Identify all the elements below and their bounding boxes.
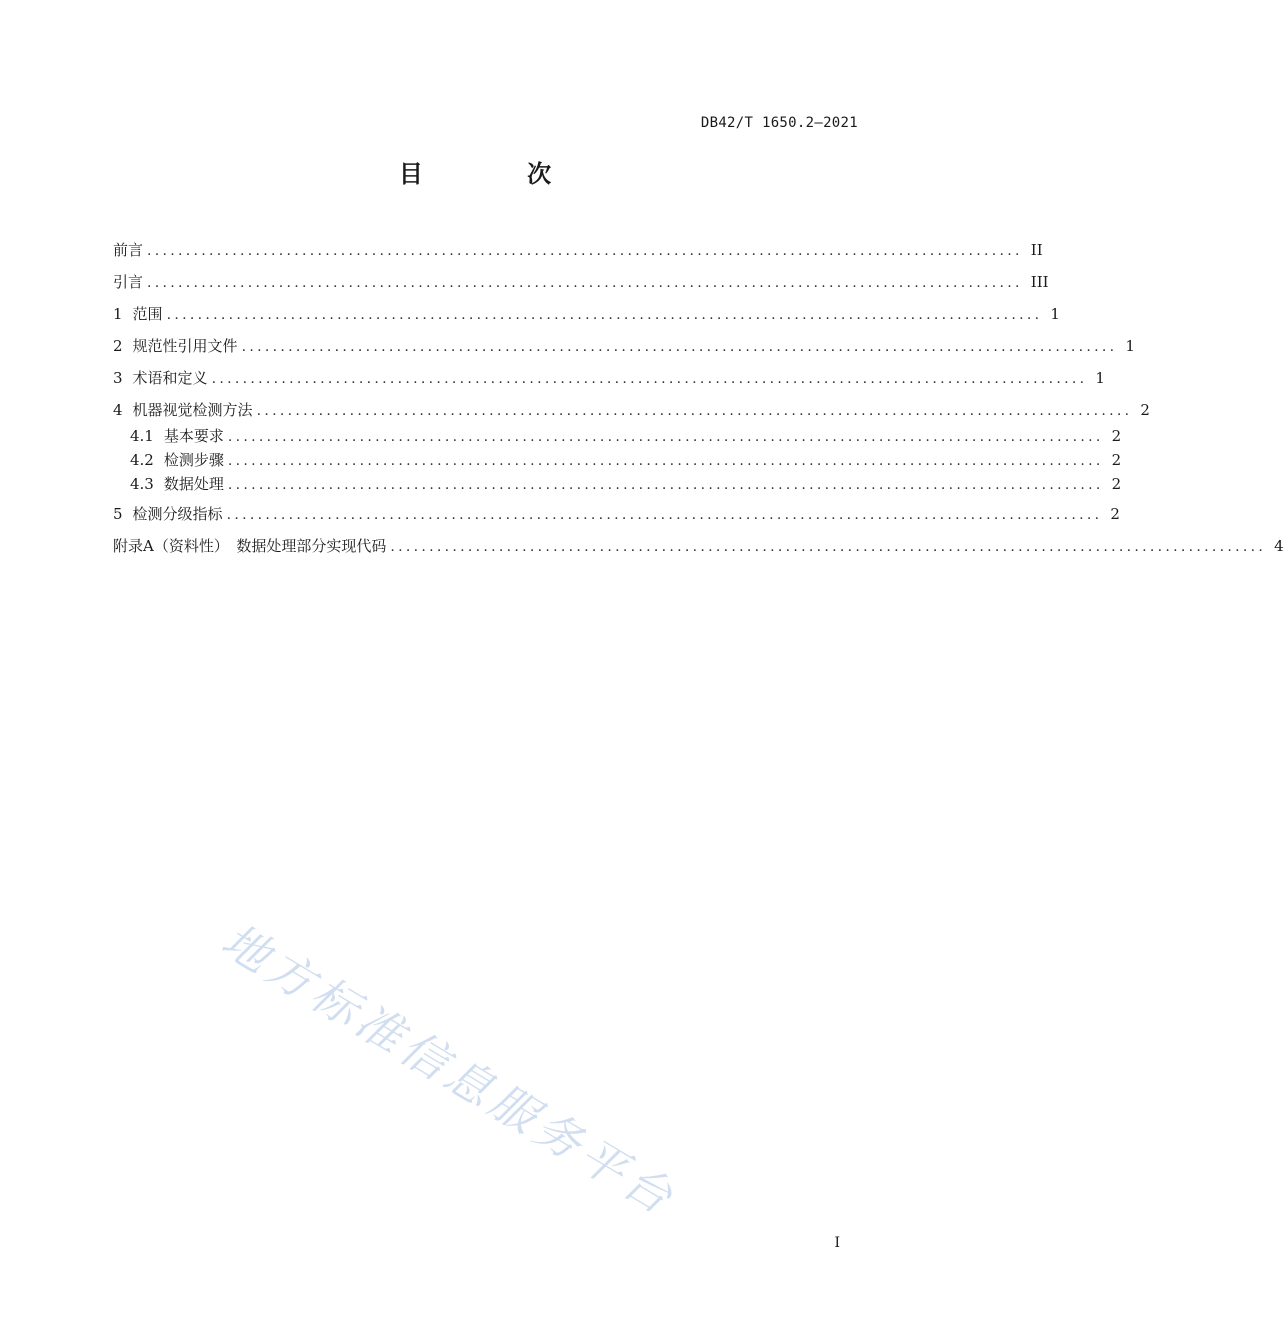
toc-entry-page: 2 (1111, 427, 1122, 445)
toc-entry-label: 范围 (132, 305, 163, 323)
watermark: 地方标准信息服务平台 (212, 912, 687, 1227)
toc-leader-dots: ................................................................................................................. (147, 275, 1023, 291)
toc-entry-5[interactable] (113, 504, 1120, 525)
toc-entry-page: 1 (1095, 369, 1105, 387)
toc-leader-dots: ................................................................................................................. (147, 243, 1023, 259)
document-code: DB42/T 1650.2—2021 (700, 115, 858, 131)
toc-entry-label: 前言 (113, 241, 144, 259)
toc-entry-number: 2 (113, 337, 123, 355)
toc-entry-1[interactable] (113, 304, 1060, 325)
toc-entry-page: 2 (1111, 451, 1122, 469)
toc-entry-label: 数据处理 (163, 475, 224, 493)
toc-entry-label: 术语和定义 (132, 369, 208, 387)
toc-entry-label: 检测分级指标 (132, 505, 223, 523)
toc-entry-number: 4.3 (130, 475, 154, 493)
toc-entry-label: 附录A（资料性） 数据处理部分实现代码 (113, 537, 387, 555)
toc-leader-dots: ................................................................................................................. (211, 371, 1088, 387)
toc-entry-number: 1 (113, 305, 123, 323)
toc-entry-label: 检测步骤 (163, 451, 224, 469)
toc-entry-number: 4.1 (130, 427, 154, 445)
toc-entry-page: 2 (1140, 401, 1150, 419)
toc-entry-page: 2 (1111, 475, 1122, 493)
toc-leader-dots: ................................................................................................................. (256, 403, 1133, 419)
toc-entry-page: III (1030, 273, 1049, 291)
toc-leader-dots: ................................................................................................................. (241, 339, 1118, 355)
toc-leader-dots: ................................................................................................................. (166, 307, 1043, 323)
toc-entry-number: 4.2 (130, 451, 154, 469)
toc-entry-appendix-a[interactable] (113, 536, 1284, 557)
toc-entry-4[interactable] (113, 400, 1150, 421)
toc-entry-4-2[interactable] (130, 450, 1122, 471)
toc-entry-page: 1 (1050, 305, 1060, 323)
toc-entry-number: 4 (113, 401, 123, 419)
toc-entry-2[interactable] (113, 336, 1135, 357)
toc-entry-label: 引言 (113, 273, 144, 291)
toc-entry-number: 5 (113, 505, 123, 523)
toc-entry-preface[interactable] (113, 240, 1043, 261)
toc-leader-dots: ................................................................................................................. (226, 507, 1103, 523)
toc-entry-number: 3 (113, 369, 123, 387)
toc-entry-4-1[interactable] (130, 426, 1122, 447)
toc-leader-dots: ................................................................................................................. (227, 477, 1104, 493)
toc-entry-label: 机器视觉检测方法 (132, 401, 253, 419)
toc-entry-page: 2 (1110, 505, 1120, 523)
toc-entry-introduction[interactable] (113, 272, 1049, 293)
toc-entry-page: 1 (1125, 337, 1135, 355)
toc-entry-label: 规范性引用文件 (132, 337, 238, 355)
page-number: I (834, 1235, 840, 1251)
toc-leader-dots: ................................................................................................................. (227, 453, 1104, 469)
toc-entry-page: II (1030, 241, 1043, 259)
page-title: 目 次 (398, 160, 600, 188)
toc-entry-page: 4 (1274, 537, 1284, 555)
toc-entry-3[interactable] (113, 368, 1105, 389)
toc-entry-label: 基本要求 (163, 427, 224, 445)
toc-leader-dots: ................................................................................................................. (390, 539, 1267, 555)
toc-leader-dots: ................................................................................................................. (227, 429, 1104, 445)
toc-entry-4-3[interactable] (130, 474, 1122, 495)
